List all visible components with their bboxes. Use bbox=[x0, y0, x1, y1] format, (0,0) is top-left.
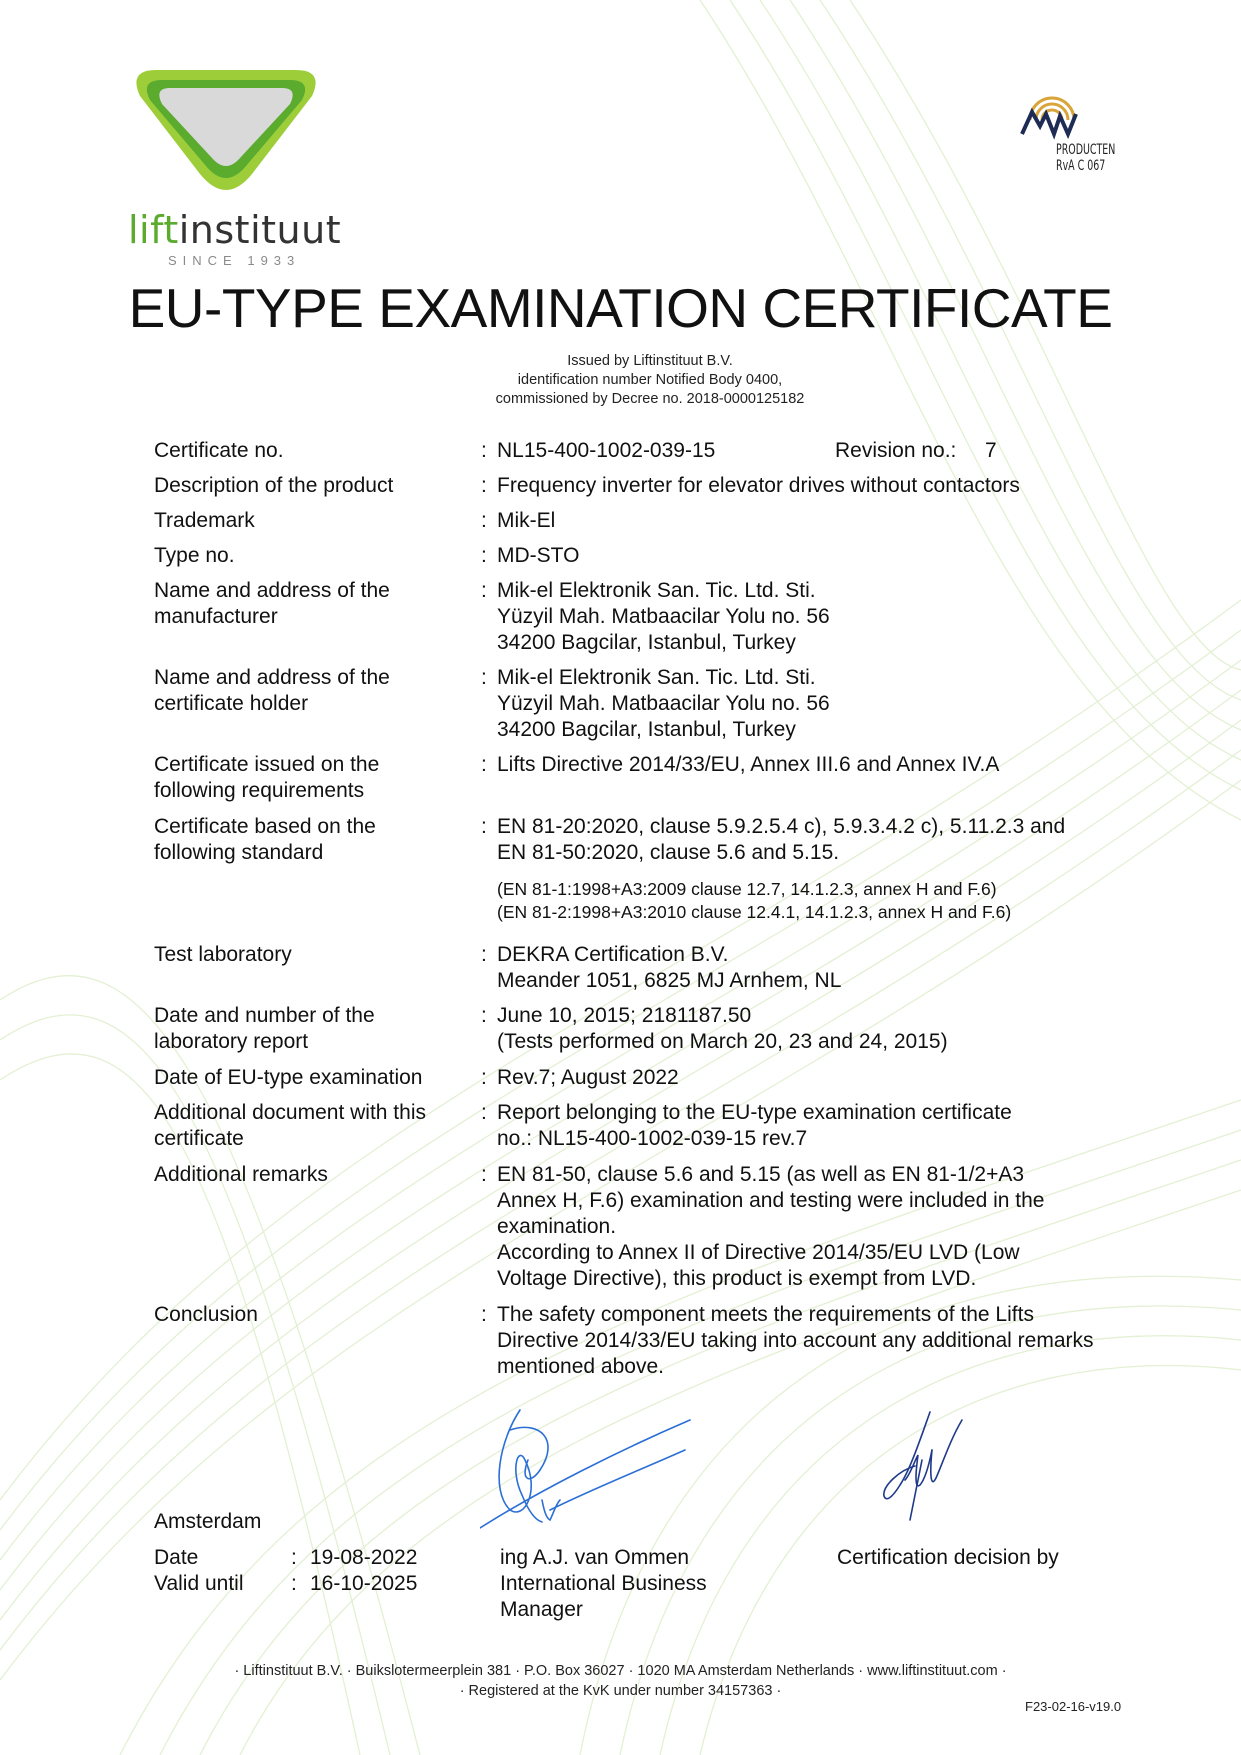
type-no-label: Type no. bbox=[154, 544, 235, 567]
holder-label-1: Name and address of the bbox=[154, 666, 390, 689]
footer-address: · Liftinstituut B.V. · Buikslotermeerplein 381 · P.O. Box 36027 · 1020 MA Amsterdam Netherlands · www.liftinstituut.com · bbox=[234, 1663, 1007, 1679]
holder-line-2: Yüzyil Mah. Matbaacilar Yolu no. 56 bbox=[497, 692, 830, 715]
manufacturer-line-1: Mik-el Elektronik San. Tic. Ltd. Sti. bbox=[497, 579, 816, 602]
signature-decision bbox=[870, 1410, 980, 1525]
conclusion-line-1: The safety component meets the requirements of the Lifts bbox=[497, 1303, 1034, 1326]
signature-ommen bbox=[480, 1400, 700, 1540]
lab-report-label-2: laboratory report bbox=[154, 1030, 309, 1053]
conclusion-line-2: Directive 2014/33/EU taking into account any additional remarks bbox=[497, 1329, 1094, 1352]
manufacturer-label-2: manufacturer bbox=[154, 605, 278, 628]
holder-line-3: 34200 Bagcilar, Istanbul, Turkey bbox=[497, 718, 796, 741]
rva-accreditation-icon bbox=[1020, 90, 1084, 140]
conclusion-label: Conclusion bbox=[154, 1303, 258, 1326]
revision-value: 7 bbox=[985, 439, 997, 462]
manufacturer-line-3: 34200 Bagcilar, Istanbul, Turkey bbox=[497, 631, 796, 654]
certification-decision-label: Certification decision by bbox=[837, 1546, 1059, 1569]
additional-doc-label-2: certificate bbox=[154, 1127, 244, 1150]
colon: : bbox=[481, 1163, 487, 1186]
signer-title-2: Manager bbox=[500, 1598, 583, 1621]
footer-registration: · Registered at the KvK under number 34157363 · bbox=[459, 1683, 782, 1699]
colon: : bbox=[481, 1004, 487, 1027]
additional-doc-line-1: Report belonging to the EU-type examination certificate bbox=[497, 1101, 1012, 1124]
revision-label: Revision no.: bbox=[835, 439, 957, 462]
page-title: EU-TYPE EXAMINATION CERTIFICATE bbox=[128, 277, 1113, 339]
logo-shield-icon bbox=[128, 66, 324, 196]
date-value: 19-08-2022 bbox=[310, 1546, 418, 1569]
remarks-label: Additional remarks bbox=[154, 1163, 328, 1186]
conclusion-line-3: mentioned above. bbox=[497, 1355, 664, 1378]
certificate-no-value: NL15-400-1002-039-15 bbox=[497, 439, 716, 462]
remarks-line-3: examination. bbox=[497, 1215, 617, 1238]
manufacturer-line-2: Yüzyil Mah. Matbaacilar Yolu no. 56 bbox=[497, 605, 830, 628]
requirements-label-1: Certificate issued on the bbox=[154, 753, 380, 776]
colon: : bbox=[481, 579, 487, 602]
colon: : bbox=[481, 474, 487, 497]
standard-label-2: following standard bbox=[154, 841, 324, 864]
lab-report-line-1: June 10, 2015; 2181187.50 bbox=[497, 1004, 752, 1027]
colon: : bbox=[481, 544, 487, 567]
logo-since: SINCE 1933 bbox=[168, 253, 301, 268]
issuer-line-1: Issued by Liftinstituut B.V. bbox=[567, 353, 733, 369]
remarks-line-4: According to Annex II of Directive 2014/35/EU LVD (Low bbox=[497, 1241, 1020, 1264]
requirements-value: Lifts Directive 2014/33/EU, Annex III.6 and Annex IV.A bbox=[497, 753, 1000, 776]
description-value: Frequency inverter for elevator drives without contactors bbox=[497, 474, 1020, 497]
issuer-block bbox=[0, 352, 1241, 409]
description-label: Description of the product bbox=[154, 474, 394, 497]
requirements-label-2: following requirements bbox=[154, 779, 365, 802]
valid-until-colon: : bbox=[291, 1572, 297, 1595]
trademark-label: Trademark bbox=[154, 509, 255, 532]
additional-doc-label-1: Additional document with this bbox=[154, 1101, 426, 1124]
valid-until-label: Valid until bbox=[154, 1572, 244, 1595]
signer-title-1: International Business bbox=[500, 1572, 707, 1595]
type-no-value: MD-STO bbox=[497, 544, 580, 567]
issuer-line-2: identification number Notified Body 0400, bbox=[517, 372, 783, 388]
remarks-line-1: EN 81-50, clause 5.6 and 5.15 (as well as EN 81-1/2+A3 bbox=[497, 1163, 1025, 1186]
lab-report-label-1: Date and number of the bbox=[154, 1004, 375, 1027]
signer-name: ing A.J. van Ommen bbox=[500, 1546, 690, 1569]
valid-until-value: 16-10-2025 bbox=[310, 1572, 418, 1595]
holder-line-1: Mik-el Elektronik San. Tic. Ltd. Sti. bbox=[497, 666, 816, 689]
test-lab-line-2: Meander 1051, 6825 MJ Arnhem, NL bbox=[497, 969, 842, 992]
date-colon: : bbox=[291, 1546, 297, 1569]
standard-line-1: EN 81-20:2020, clause 5.9.2.5.4 c), 5.9.3.4.2 c), 5.11.2.3 and bbox=[497, 815, 1066, 838]
exam-date-label: Date of EU-type examination bbox=[154, 1066, 423, 1089]
logo-wordmark: liftinstituut bbox=[128, 208, 342, 252]
colon: : bbox=[481, 943, 487, 966]
exam-date-value: Rev.7; August 2022 bbox=[497, 1066, 679, 1089]
seal-line-1: PRODUCTEN bbox=[1056, 142, 1116, 158]
standard-note-2: (EN 81-2:1998+A3:2010 clause 12.4.1, 14.1.2.3, annex H and F.6) bbox=[497, 902, 1012, 922]
lab-report-line-2: (Tests performed on March 20, 23 and 24, 2015) bbox=[497, 1030, 948, 1053]
date-label: Date bbox=[154, 1546, 199, 1569]
standard-line-2: EN 81-50:2020, clause 5.6 and 5.15. bbox=[497, 841, 840, 864]
seal-line-2: RvA C 067 bbox=[1056, 158, 1106, 174]
colon: : bbox=[481, 753, 487, 776]
test-lab-label: Test laboratory bbox=[154, 943, 292, 966]
manufacturer-label-1: Name and address of the bbox=[154, 579, 390, 602]
issuer-line-3: commissioned by Decree no. 2018-0000125182 bbox=[495, 391, 805, 407]
colon: : bbox=[481, 439, 487, 462]
remarks-line-5: Voltage Directive), this product is exempt from LVD. bbox=[497, 1267, 977, 1290]
standard-note-1: (EN 81-1:1998+A3:2009 clause 12.7, 14.1.2.3, annex H and F.6) bbox=[497, 879, 997, 899]
place: Amsterdam bbox=[154, 1510, 262, 1533]
document-code: F23-02-16-v19.0 bbox=[1025, 1699, 1122, 1714]
holder-label-2: certificate holder bbox=[154, 692, 309, 715]
colon: : bbox=[481, 1101, 487, 1124]
rva-seal bbox=[1020, 90, 1120, 200]
colon: : bbox=[481, 1303, 487, 1326]
trademark-value: Mik-El bbox=[497, 509, 556, 532]
additional-doc-line-2: no.: NL15-400-1002-039-15 rev.7 bbox=[497, 1127, 808, 1150]
colon: : bbox=[481, 1066, 487, 1089]
remarks-line-2: Annex H, F.6) examination and testing were included in the bbox=[497, 1189, 1045, 1212]
liftinstituut-logo bbox=[120, 66, 360, 276]
standard-label-1: Certificate based on the bbox=[154, 815, 376, 838]
colon: : bbox=[481, 815, 487, 838]
colon: : bbox=[481, 509, 487, 532]
test-lab-line-1: DEKRA Certification B.V. bbox=[497, 943, 729, 966]
certificate-no-label: Certificate no. bbox=[154, 439, 284, 462]
colon: : bbox=[481, 666, 487, 689]
